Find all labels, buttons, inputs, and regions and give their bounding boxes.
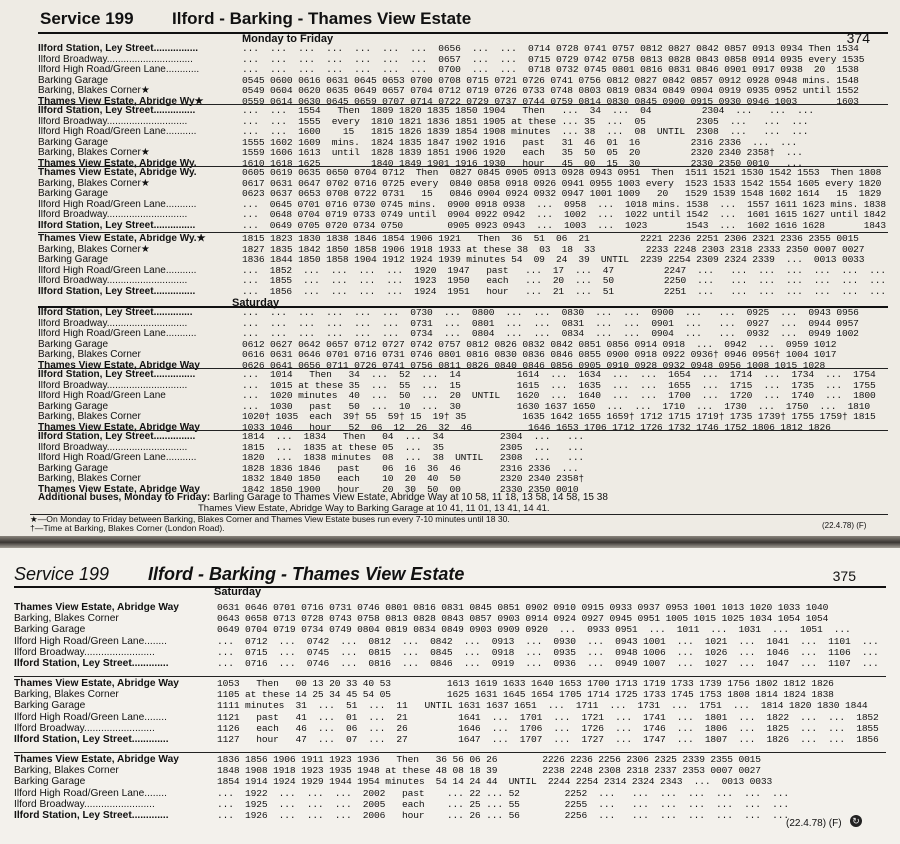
departure-times: 0549 0604 0620 0635 0649 0657 0704 0712 0719 0726 0733 0748 0803 0819 0834 0849 0904 0919 0935 0952 until 1552 — [242, 85, 859, 96]
stop-name: Ilford Broadway............................. — [38, 442, 188, 453]
day-heading-monday-friday: Monday to Friday — [242, 33, 334, 45]
departure-times: 1127 hour 47 ... 07 ... 27 1647 ... 1707 ... 1727 ... 1747 ... 1807 ... 1826 ... ... 1856 — [217, 733, 879, 745]
departure-times: 1020† 1035 each 39† 55 59† 15 19† 35 1635 1642 1655 1659† 1712 1715 1719† 1735 1739† 1755 1759† 1815 — [242, 411, 876, 422]
timetable-row — [38, 485, 893, 496]
block-divider — [38, 368, 888, 369]
timetable-block — [38, 44, 893, 107]
timetable-row — [14, 689, 894, 700]
departure-times: 0643 0658 0713 0728 0743 0758 0813 0828 0843 0857 0903 0914 0924 0927 0945 0951 1005 1015 1025 1034 1054 1054 — [217, 613, 829, 625]
route-title: Ilford - Barking - Thames View Estate — [148, 564, 465, 584]
departure-times: 0617 0631 0647 0702 0716 0725 every 0840 0858 0918 0926 0941 0955 1003 every 1523 1533 1542 1554 1605 every 1820 — [242, 177, 882, 189]
departure-times: 0616 0631 0646 0701 0716 0731 0746 0801 0816 0830 0836 0846 0855 0900 0918 0922 0936† 0946 0956† 1004 1017 — [242, 349, 837, 360]
timetable-row — [38, 370, 893, 381]
timetable-row — [38, 44, 893, 55]
timetable-row — [38, 287, 893, 298]
stop-name: Thames View Estate, Abridge Way — [38, 360, 200, 371]
timetable-row — [14, 678, 894, 689]
timetable-block — [38, 106, 893, 169]
stop-name: Ilford Station, Ley Street............... — [38, 370, 196, 380]
timetable-block — [38, 370, 893, 433]
timetable-row — [38, 350, 893, 361]
block-divider — [38, 104, 888, 105]
departure-times: ... 1030 past 50 ... 10 ... 30 1630 1637 1650 ... ... 1710 ... 1730 ... 1750 ... 1810 — [242, 400, 871, 412]
departure-times: ... ... ... ... ... ... ... 0700 ... ... 0718 0732 0745 0801 0816 0831 0846 0901 0917 0938 20 1538 — [242, 64, 859, 75]
departure-times: ... 0648 0704 0719 0733 0749 until 0904 0922 0942 ... 1002 ... 1022 until 1542 ... 1601 1615 1627 until 1842 — [242, 209, 886, 220]
stop-name: Ilford High Road/Green Lane........... — [38, 329, 197, 339]
stop-name: Ilford High Road/Green Lane........ — [14, 711, 167, 723]
departure-times: ... 1020 minutes 40 ... 50 ... 20 UNTIL 1620 ... 1640 ... ... 1700 ... 1720 ... 1740 ... 1800 — [242, 390, 876, 401]
departure-times: 1848 1908 1918 1923 1935 1948 at these 48 08 18 39 2238 2248 2308 2318 2337 2353 0007 0027 — [217, 765, 761, 777]
departure-times: 1836 1856 1906 1911 1923 1936 Then 36 56 06 26 2226 2236 2256 2306 2325 2339 2355 0015 — [217, 754, 761, 765]
timetable-block — [38, 168, 893, 231]
page-number: 375 — [832, 568, 856, 584]
departure-times: 1836 1844 1850 1858 1904 1912 1924 1939 minutes 54 09 24 39 UNTIL 2239 2254 2309 2324 2339 ... 0013 0033 — [242, 254, 865, 265]
stop-name: Ilford Broadway............................. — [38, 210, 188, 220]
stop-name: Ilford Station, Ley Street............... — [38, 220, 196, 231]
route-title: Ilford - Barking - Thames View Estate — [172, 9, 472, 28]
departure-times: 0623 0637 0653 0708 0722 0731 15 0846 0904 0924 0932 0947 1001 1009 20 1529 1539 1548 1602 1614 15 1829 — [242, 188, 882, 199]
stop-name: Barking Garage — [14, 776, 86, 788]
footnote-dagger: †—Time at Barking, Blakes Corner (London Road). — [30, 523, 225, 533]
block-divider — [38, 306, 888, 308]
day-heading-saturday: Saturday — [214, 586, 262, 598]
stop-name: Barking Garage — [38, 75, 109, 86]
stop-name: Ilford High Road/Green Lane........... — [38, 265, 197, 276]
footnote-star: ★—On Monday to Friday between Barking, Blakes Corner and Thames View Estate buses run every 7-10 minutes until 18 30. — [30, 514, 510, 524]
departure-times: ... ... ... ... ... ... 0734 ... 0804 ... ... 0834 ... ... 0904 ... ... 0932 ... 0949 1002 — [242, 328, 859, 339]
departure-times: ... 1925 ... ... ... 2005 each ... 25 ... 55 2255 ... ... ... ... ... ... ... — [217, 798, 789, 810]
stop-name: Ilford Broadway............................... — [38, 54, 193, 65]
timetable-block — [14, 602, 894, 669]
stop-name: Thames View Estate, Abridge Way — [38, 484, 200, 495]
timetable-row — [38, 412, 893, 423]
timetable-row — [38, 86, 893, 97]
stop-name: Ilford Broadway......................... — [14, 798, 155, 810]
stop-name: Ilford Station, Ley Street................ — [38, 44, 199, 54]
timetable-block — [38, 308, 893, 371]
departure-times: 1815 1823 1830 1838 1846 1854 1906 1921 Then 36 51 06 21 2221 2236 2251 2306 2321 2336 2355 0015 — [242, 233, 859, 244]
stop-name: Barking Garage — [38, 189, 109, 199]
timetable-row — [14, 658, 894, 669]
timetable-row — [14, 734, 894, 745]
departure-times: 0559 0614 0630 0645 0659 0707 0714 0722 0729 0737 0744 0759 0814 0830 0845 0900 0915 0930 0946 1003 1603 — [242, 95, 859, 107]
header-rule — [14, 586, 886, 588]
stop-name: Barking Garage — [14, 624, 86, 636]
print-stamp: (22.4.78) (F) — [786, 818, 842, 829]
timetable-row — [14, 776, 894, 787]
departure-times: 1111 minutes 31 ... 51 ... 11 UNTIL 1631 1637 1651 ... 1711 ... 1731 ... 1751 ... 1814 1820 1830 1844 — [217, 700, 868, 712]
stop-name: Barking Garage — [38, 137, 109, 148]
departure-times: ... ... 1555 every 1810 1821 1836 1851 1905 at these ... 35 ... 05 2305 ... ... ... — [242, 115, 809, 127]
departure-times: ... ... 1554 Then 1809 1820 1835 1850 1904 Then ... 34 ... 04 2304 ... ... ... — [242, 105, 814, 116]
departure-times: 1814 ... 1834 Then 04 ... 34 2304 ... ... — [242, 431, 585, 442]
stop-name: Thames View Estate, Abridge Way — [38, 422, 200, 433]
stop-name: Barking Garage — [38, 401, 109, 412]
stop-name: Barking Garage — [38, 463, 109, 474]
day-heading-saturday: Saturday — [232, 297, 280, 309]
departure-times: ... 1852 ... ... ... ... 1920 1947 past ... 17 ... 47 2247 ... ... ... ... ... ... ... — [242, 264, 886, 276]
departure-times: ... ... ... ... ... ... ... 0656 ... ... 0714 0728 0741 0757 0812 0827 0842 0857 0913 0934 Then 1534 — [242, 43, 859, 54]
stop-name: Thames View Estate, Abridge Way — [14, 678, 179, 689]
stop-name: Barking Garage — [38, 339, 109, 350]
timetable-row — [14, 613, 894, 624]
timetable-row — [38, 474, 893, 485]
departure-times: 1827 1835 1842 1850 1858 1906 1918 1933 at these 38 03 18 33 2233 2248 2303 2318 2333 2350 0007 0027 — [242, 243, 865, 255]
stop-name: Barking, Blakes Corner — [38, 350, 141, 360]
stop-name: Ilford Broadway......................... — [14, 646, 155, 658]
info-icon: ↻ — [850, 815, 862, 827]
block-divider — [38, 166, 888, 167]
departure-times: ... ... 1600 15 1815 1826 1839 1854 1908 minutes ... 38 ... 08 UNTIL 2308 ... ... ... — [242, 126, 809, 137]
timetable-row — [14, 636, 894, 647]
timetable-row — [14, 700, 894, 711]
departure-times: ... 0712 ... 0742 ... 0812 ... 0842 ... 0913 ... 0930 ... 0943 1001 ... 1021 ... 1041 ... 1101 ... — [217, 635, 879, 647]
departure-times: 0605 0619 0635 0650 0704 0712 Then 0827 0845 0905 0913 0928 0943 0951 Then 1511 1521 1530 1542 1553 Then 1808 — [242, 167, 882, 178]
departure-times: ... 0645 0701 0716 0730 0745 mins. 0900 0918 0938 ... 0958 ... 1018 mins. 1538 ... 1557 1611 1623 mins. 1838 — [242, 198, 886, 210]
departure-times: ... ... ... ... ... ... 0730 ... 0800 ... ... 0830 ... ... 0900 ... ... 0925 ... 0943 0956 — [242, 307, 859, 318]
additional-buses-label: Additional buses, Monday to Friday: Barling Garage to Thames View Estate, Abridge Way at 10 58, 11 18, 13 58, 14 58, 15 38 — [38, 492, 608, 503]
departure-times: 1121 past 41 ... 01 ... 21 1641 ... 1701 ... 1721 ... 1741 ... 1801 ... 1822 ... ... 1852 — [217, 711, 879, 723]
stop-name: Ilford High Road/Green Lane........... — [38, 127, 197, 137]
timetable-row — [14, 810, 894, 821]
stop-name: Ilford Broadway......................... — [14, 722, 155, 734]
timetable-row — [38, 234, 893, 245]
timetable-row — [38, 276, 893, 287]
stop-name: Barking, Blakes Corner★ — [38, 244, 150, 255]
print-stamp: (22.4.78) (F) — [822, 521, 867, 530]
stop-name: Thames View Estate, Abridge Wy★ — [38, 96, 204, 107]
stop-name: Ilford High Road/Green Lane........... — [38, 199, 197, 210]
timetable-row — [14, 788, 894, 799]
timetable-row — [14, 712, 894, 723]
departure-times: 1555 1602 1609 mins. 1824 1835 1847 1902 1916 past 31 46 01 16 2316 2336 ... ... — [242, 136, 798, 148]
departure-times: ... 0649 0705 0720 0734 0750 0905 0923 0943 ... 1003 ... 1023 1543 ... 1602 1616 1628 1843 — [242, 219, 886, 231]
stop-name: Ilford Station, Ley Street............... — [38, 106, 196, 116]
timetable-row — [38, 255, 893, 266]
block-divider — [14, 752, 886, 753]
timetable-row — [38, 453, 893, 464]
departure-times: ... ... ... ... ... ... ... 0657 ... ... 0715 0729 0742 0758 0813 0828 0843 0858 0914 0935 every 1535 — [242, 53, 865, 65]
stop-name: Barking, Blakes Corner★ — [38, 86, 150, 96]
timetable-block — [38, 234, 893, 297]
departure-times: ... 0716 ... 0746 ... 0816 ... 0846 ... 0919 ... 0936 ... 0949 1007 ... 1027 ... 1047 ... 1107 ... — [217, 657, 879, 669]
timetable-row — [38, 308, 893, 319]
departure-times: ... 1855 ... ... ... ... 1923 1950 each ... 20 ... 50 2250 ... ... ... ... ... ... ... — [242, 275, 886, 286]
page-number: 374 — [846, 30, 870, 46]
departure-times: ... 1015 at these 35 ... 55 ... 15 1615 ... 1635 ... ... 1655 ... 1715 ... 1735 ... 1755 — [242, 379, 876, 391]
stop-name: Barking, Blakes Corner★ — [38, 178, 150, 189]
stop-name: Ilford High Road/Green Lane........... — [38, 453, 197, 463]
timetable-row — [38, 329, 893, 340]
timetable-row — [14, 624, 894, 635]
stop-name: Thames View Estate, Abridge Way — [14, 602, 179, 613]
departure-times: 0612 0627 0642 0657 0712 0727 0742 0757 0812 0826 0832 0842 0851 0856 0914 0918 ... 0942 ... 0959 1012 — [242, 338, 837, 350]
departure-times: ... 0715 ... 0745 ... 0815 ... 0845 ... 0918 ... 0935 ... 0948 1006 ... 1026 ... 1046 ... 1106 ... — [217, 646, 879, 658]
stop-name: Ilford Station, Ley Street.............. — [38, 308, 193, 318]
additional-buses-text: Thames View Estate, Abridge Way to Barking Garage at 10 41, 11 01, 13 41, 14 41. — [198, 503, 550, 514]
block-divider — [14, 676, 886, 677]
timetable-row — [14, 602, 894, 613]
stop-name: Barking, Blakes Corner — [38, 412, 141, 422]
departure-times: 1854 1914 1924 1929 1944 1954 minutes 54 14 24 44 UNTIL 2244 2254 2314 2324 2343 ... 0013 0033 — [217, 776, 773, 788]
stop-name: Ilford Station, Ley Street............. — [14, 657, 169, 669]
stop-name: Thames View Estate, Abridge Way — [14, 754, 179, 765]
stop-name: Barking Garage — [38, 255, 109, 265]
stop-name: Ilford Broadway............................. — [38, 318, 188, 329]
timetable-row — [38, 127, 893, 138]
departure-times: 1832 1840 1850 each 10 20 40 50 2320 2340 2358† — [242, 473, 585, 484]
stop-name: Ilford Broadway............................. — [38, 276, 188, 286]
timetable-row — [14, 765, 894, 776]
stop-name: Barking Garage — [14, 700, 86, 712]
stop-name: Ilford High Road/Green Lane........ — [14, 787, 167, 799]
timetable-row — [14, 754, 894, 765]
stop-name: Ilford High Road/Green Lane........ — [14, 635, 167, 647]
timetable-row — [38, 106, 893, 117]
departure-times: 1815 ... 1835 at these 05 ... 35 2305 ... ... — [242, 441, 585, 453]
timetable-row — [38, 221, 893, 232]
stop-name: Barking, Blakes Corner — [14, 689, 119, 701]
timetable-row — [38, 65, 893, 76]
timetable-row — [14, 799, 894, 810]
stop-name: Ilford High Road/Green Lane............ — [38, 65, 200, 75]
departure-times: ... 1926 ... ... ... 2006 hour ... 26 ... 56 2256 ... ... ... ... ... ... ... — [217, 809, 789, 821]
timetable-row — [38, 432, 893, 443]
header-rule — [38, 32, 888, 34]
stop-name: Ilford High Road/Green Lane — [38, 391, 166, 401]
stop-name: Ilford Broadway............................. — [38, 380, 188, 391]
departure-times: 1559 1606 1613 until 1828 1839 1851 1906 1920 each 35 50 05 20 2320 2340 2358† ... — [242, 147, 803, 158]
timetable-page-375 — [0, 548, 900, 844]
timetable-block — [14, 678, 894, 745]
stop-name: Barking, Blakes Corner — [14, 765, 119, 777]
stop-name: Ilford Station, Ley Street............. — [14, 733, 169, 745]
block-divider — [38, 430, 888, 431]
timetable-block — [38, 432, 893, 495]
departure-times: 1033 1046 hour 52 06 12 26 32 46 1646 1653 1706 1712 1726 1732 1746 1752 1806 1812 1826 — [242, 421, 831, 433]
timetable-row — [38, 189, 893, 200]
departure-times: 1105 at these 14 25 34 45 54 05 1625 1631 1645 1654 1705 1714 1725 1733 1745 1753 1808 1814 1824 1838 — [217, 689, 834, 701]
stop-name: Thames View Estate, Abridge Wy.★ — [38, 234, 206, 244]
timetable-row — [38, 148, 893, 159]
departure-times: 1842 1850 1900 hour 20 30 50 00 2330 2350 0010 — [242, 483, 579, 495]
stop-name: Thames View Estate, Abridge Wy. — [38, 168, 197, 178]
departure-times: 1828 1836 1846 past 06 16 36 46 2316 2336 ... — [242, 462, 579, 474]
departure-times: 1126 each 46 ... 06 ... 26 1646 ... 1706 ... 1726 ... 1746 ... 1806 ... 1825 ... ... 1855 — [217, 722, 879, 734]
departure-times: 1820 ... 1838 minutes 08 ... 38 UNTIL 2308 ... ... — [242, 452, 585, 463]
departure-times: ... 1856 ... ... ... ... 1924 1951 hour ... 21 ... 51 2251 ... ... ... ... ... ... ... — [242, 285, 886, 297]
stop-name: Ilford Station, Ley Street............... — [38, 286, 196, 297]
departure-times: 1610 1618 1625 1840 1849 1901 1916 1930 hour 45 00 15 30 2330 2350 0010 ... — [242, 157, 803, 169]
departure-times: ... ... ... ... ... ... 0731 ... 0801 ... ... 0831 ... ... 0901 ... ... 0927 ... 0944 0957 — [242, 317, 859, 329]
stop-name: Barking, Blakes Corner — [14, 613, 119, 625]
departure-times: ... 1014 Then 34 ... 52 ... 14 1614 ... 1634 ... ... 1654 ... 1714 ... 1734 ... 1754 — [242, 369, 876, 380]
timetable-row — [14, 647, 894, 658]
departure-times: 0626 0641 0656 0711 0726 0741 0756 0811 0826 0840 0846 0856 0905 0910 0928 0932 0948 0956 1008 1015 1028 — [242, 359, 826, 371]
timetable-row — [14, 723, 894, 734]
departure-times: ... 1922 ... ... ... 2002 past ... 22 ... 52 2252 ... ... ... ... ... ... ... — [217, 787, 789, 799]
stop-name: Barking, Blakes Corner — [38, 474, 141, 484]
service-number: Service 199 — [40, 9, 134, 28]
departure-times: 1053 Then 00 13 20 33 40 53 1613 1619 1633 1640 1653 1700 1713 1719 1733 1739 1756 1802 1812 1826 — [217, 678, 834, 689]
departure-times: 0649 0704 0719 0734 0749 0804 0819 0834 0849 0903 0909 0920 ... 0933 0951 ... 1011 ... 1031 ... 1051 ... — [217, 624, 851, 636]
stop-name: Ilford Station, Ley Street............. — [14, 809, 169, 821]
timetable-row — [38, 210, 893, 221]
stop-name: Ilford Broadway............................. — [38, 116, 188, 127]
timetable-row — [38, 391, 893, 402]
stop-name: Thames View Estate, Abridge Wy. — [38, 158, 197, 169]
service-number: Service 199 — [14, 564, 110, 584]
block-divider — [38, 232, 888, 233]
timetable-block — [14, 754, 894, 821]
stop-name: Barking, Blakes Corner★ — [38, 148, 150, 158]
departure-times: 0631 0646 0701 0716 0731 0746 0801 0816 0831 0845 0851 0902 0910 0915 0933 0937 0953 1001 1013 1020 1033 1040 — [217, 602, 829, 613]
timetable-row — [38, 168, 893, 179]
page-header — [0, 4, 900, 30]
departure-times: 0545 0600 0616 0631 0645 0653 0700 0708 0715 0721 0726 0741 0756 0812 0827 0842 0857 0912 0928 0948 mins. 1548 — [242, 74, 859, 86]
stop-name: Ilford Station, Ley Street............... — [38, 432, 196, 442]
